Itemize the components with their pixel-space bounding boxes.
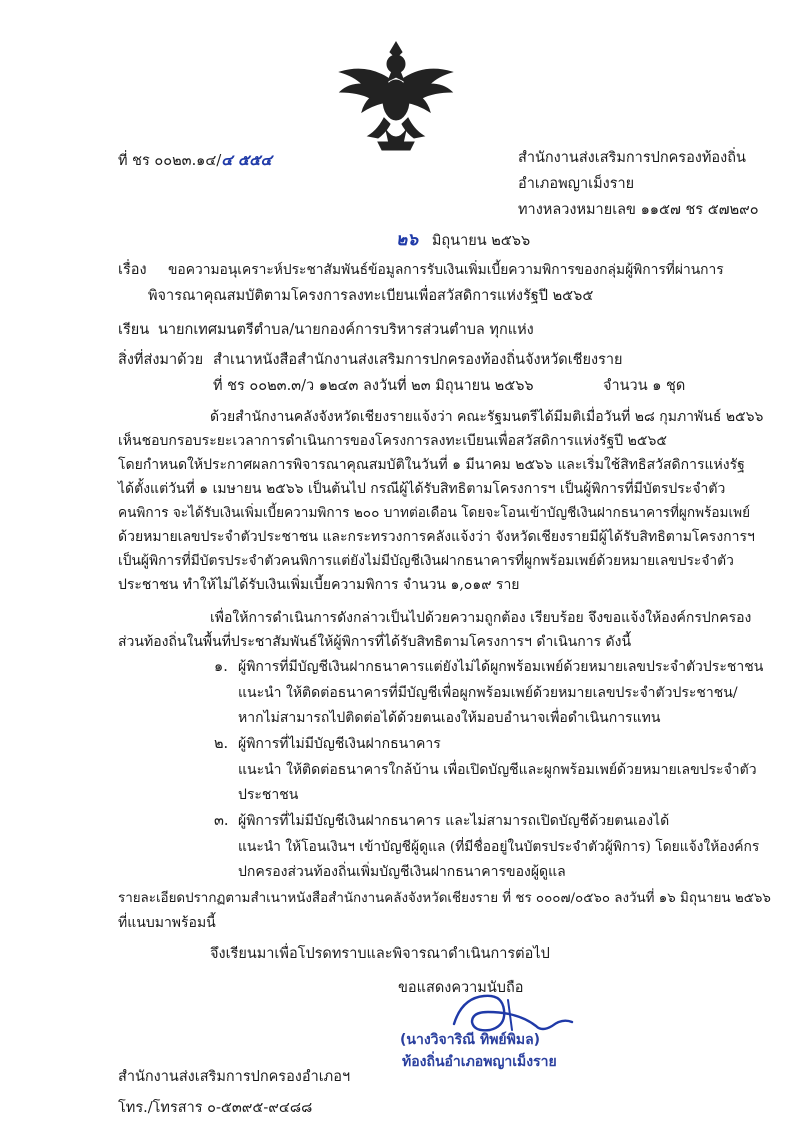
letter-date: [396, 230, 530, 251]
item-2-line: ประชาชน: [238, 787, 299, 803]
subject-line-2: พิจารณาคุณสมบัติตามโครงการลงทะเบียนเพื่อสวัสดิการแห่งรัฐปี ๒๕๖๕: [148, 288, 594, 304]
para3-line: ที่แนบมาพร้อมนี้: [118, 915, 216, 931]
closing-sentence: จึงเรียนมาเพื่อโปรดทราบและพิจารณาดำเนินการต่อไป: [210, 946, 550, 962]
item-1-line: หากไม่สามารถไปติดต่อได้ด้วยตนเองให้มอบอำนาจเพื่อดำเนินการแทน: [238, 710, 661, 726]
footer-phone: โทร./โทรสาร ๐-๕๓๙๕-๙๔๘๘: [118, 1100, 313, 1116]
sender-line-3: ทางหลวงหมายเลข ๑๑๕๗ ชร ๕๗๒๙๐: [518, 202, 759, 218]
para2-line: เพื่อให้การดำเนินการดังกล่าวเป็นไปด้วยความถูกต้อง เรียบร้อย จึงขอแจ้งให้องค์กรปกครอง: [210, 610, 752, 626]
enclosure-label: สิ่งที่ส่งมาด้วย: [118, 352, 204, 368]
signatory-position: ท้องถิ่นอำเภอพญาเม็งราย: [402, 1054, 557, 1070]
recipient-label: เรียน: [118, 322, 150, 338]
doc-number: [118, 150, 272, 171]
para1-line: ประชาชน ทำให้ไม่ได้รับเงินเพิ่มเบี้ยความพิการ จำนวน ๑,๐๑๙ ราย: [118, 577, 520, 593]
sender-line-1: สำนักงานส่งเสริมการปกครองท้องถิ่น: [518, 150, 746, 166]
para1-line: คนพิการ จะได้รับเงินเพิ่มเบี้ยความพิการ ๒๐๐ บาทต่อเดือน โดยจะโอนเข้าบัญชีเงินฝากธนาคารที่ผูกพร้อมเพย์: [118, 505, 751, 521]
doc-number-label: ที่ ชร ๐๐๒๓.๑๔/: [118, 153, 222, 169]
para1-line: ด้วยหมายเลขประจำตัวประชาชน และกระทรวงการคลังแจ้งว่า จังหวัดเชียงรายมีผู้ได้รับสิทธิตามโครงการฯ: [118, 529, 755, 545]
footer-office: สำนักงานส่งเสริมการปกครองอำเภอฯ: [118, 1069, 351, 1085]
para1-line: เป็นผู้พิการที่มีบัตรประจำตัวคนพิการแต่ยังไม่มีบัญชีเงินฝากธนาคารที่ผูกพร้อมเพย์ด้วยหมายเลขประจำตัว: [118, 553, 734, 569]
item-2-line: แนะนำ ให้ติดต่อธนาคารใกล้บ้าน เพื่อเปิดบัญชีและผูกพร้อมเพย์ด้วยหมายเลขประจำตัว: [238, 762, 757, 778]
para1-line: ด้วยสำนักงานคลังจังหวัดเชียงรายแจ้งว่า คณะรัฐมนตรีได้มีมติเมื่อวันที่ ๒๘ กุมภาพันธ์ ๒๕๖๖: [210, 409, 764, 425]
garuda-emblem-icon: [336, 38, 456, 156]
item-1-line: ผู้พิการที่มีบัญชีเงินฝากธนาคารแต่ยังไม่ได้ผูกพร้อมเพย์ด้วยหมายเลขประจำตัวประชาชน: [238, 659, 764, 675]
item-2-line: ผู้พิการที่ไม่มีบัญชีเงินฝากธนาคาร: [238, 736, 441, 752]
para1-line: เห็นชอบกรอบระยะเวลาการดำเนินการของโครงการลงทะเบียนเพื่อสวัสดิการแห่งรัฐปี ๒๕๖๕: [118, 433, 667, 449]
item-1-number: ๑.: [214, 659, 228, 675]
para3-line: รายละเอียดปรากฏตามสำเนาหนังสือสำนักงานคลังจังหวัดเชียงราย ที่ ชร ๐๐๐๗/๐๕๖๐ ลงวันที่ ๑๖ มิถุนายน ๒๕๖๖: [118, 891, 771, 906]
subject-label: เรื่อง: [118, 262, 147, 278]
enclosure-line-2: ที่ ชร ๐๐๒๓.๓/ว ๑๒๔๓ ลงวันที่ ๒๓ มิถุนายน ๒๕๖๖: [213, 378, 534, 394]
signatory-name: (นางวิจาริณี ทิพย์พิมล): [400, 1032, 541, 1048]
para1-line: โดยกำหนดให้ประกาศผลการพิจารณาคุณสมบัติในวันที่ ๑ มีนาคม ๒๕๖๖ และเริ่มใช้สิทธิสวัสดิการแห่งรัฐ: [118, 457, 745, 473]
date-day: ๒๖: [396, 230, 418, 250]
sender-line-2: อำเภอพญาเม็งราย: [518, 176, 635, 192]
item-3-line: แนะนำ ให้โอนเงินฯ เข้าบัญชีผู้ดูแล (ที่มีชื่ออยู่ในบัตรประจำตัวผู้พิการ) โดยแจ้งให้องค์กร: [238, 839, 760, 855]
date-month-year: มิถุนายน ๒๕๖๖: [431, 233, 531, 249]
regards: ขอแสดงความนับถือ: [398, 980, 524, 996]
item-3-number: ๓.: [214, 813, 229, 829]
para2-line: ส่วนท้องถิ่นในพื้นที่ประชาสัมพันธ์ให้ผู้พิการที่ได้รับสิทธิตามโครงการฯ ดำเนินการ ดังนี้: [118, 634, 632, 650]
subject-line-1: ขอความอนุเคราะห์ประชาสัมพันธ์ข้อมูลการรับเงินเพิ่มเบี้ยความพิการของกลุ่มผู้พิการที่ผ่านการ: [168, 262, 724, 278]
recipient-text: นายกเทศมนตรีตำบล/นายกองค์การบริหารส่วนตำบล ทุกแห่ง: [158, 322, 534, 338]
item-2-number: ๒.: [214, 736, 229, 752]
enclosure-quantity: จำนวน ๑ ชุด: [603, 378, 686, 394]
para1-line: ได้ตั้งแต่วันที่ ๑ เมษายน ๒๕๖๖ เป็นต้นไป กรณีผู้ได้รับสิทธิตามโครงการฯ เป็นผู้พิการที่มีบัตรประจำตัว: [118, 481, 726, 497]
doc-number-handwritten: ๔ ๕๕๔: [221, 151, 272, 169]
item-3-line: ผู้พิการที่ไม่มีบัญชีเงินฝากธนาคาร และไม่สามารถเปิดบัญชีด้วยตนเองได้: [238, 813, 670, 829]
item-1-line: แนะนำ ให้ติดต่อธนาคารที่มีบัญชีเพื่อผูกพร้อมเพย์ด้วยหมายเลขประจำตัวประชาชน/: [238, 685, 738, 701]
enclosure-line-1: สำเนาหนังสือสำนักงานส่งเสริมการปกครองท้องถิ่นจังหวัดเชียงราย: [213, 352, 623, 368]
item-3-line: ปกครองส่วนท้องถิ่นเพิ่มบัญชีเงินฝากธนาคารของผู้ดูแล: [238, 864, 566, 880]
